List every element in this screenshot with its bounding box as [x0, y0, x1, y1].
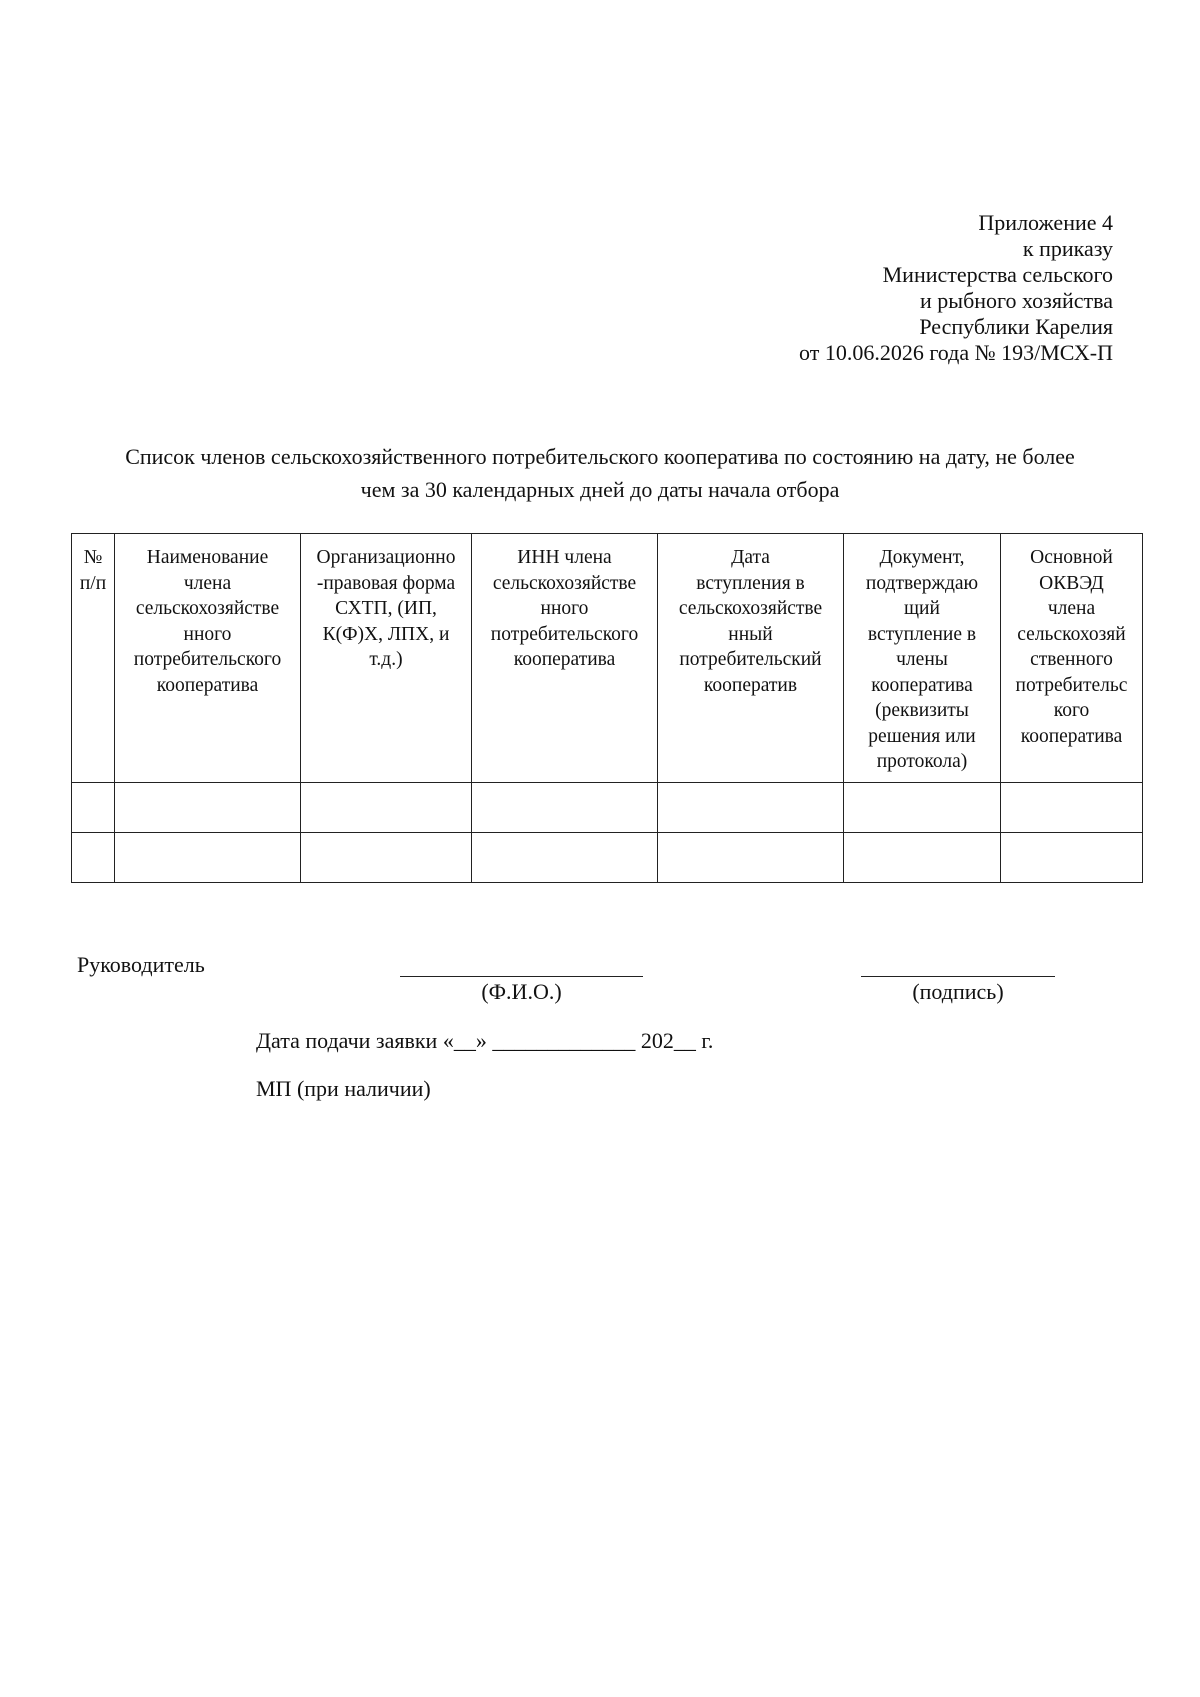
appendix-line: Министерства сельского [882, 262, 1113, 287]
table-cell[interactable] [844, 833, 1001, 883]
members-table [71, 533, 1143, 883]
appendix-line: Приложение 4 [978, 210, 1113, 235]
table-cell[interactable] [72, 783, 115, 833]
table-cell[interactable] [472, 783, 658, 833]
fio-caption: (Ф.И.О.) [481, 979, 562, 1004]
table-cell[interactable] [1001, 833, 1143, 883]
appendix-line: к приказу [1022, 236, 1113, 261]
table-cell[interactable] [1001, 783, 1143, 833]
appendix-line: Республики Карелия [919, 314, 1113, 339]
column-header-document: Документ, подтверждаю щий вступление в члены кооператива (реквизиты решения или протокола) [844, 534, 1001, 783]
document-title [70, 440, 1130, 506]
table-cell[interactable] [115, 833, 301, 883]
table-cell[interactable] [72, 833, 115, 883]
fio-field[interactable] [400, 976, 643, 977]
signature-field[interactable] [861, 976, 1055, 977]
signature-caption: (подпись) [912, 979, 1004, 1004]
title-line: чем за 30 календарных дней до даты начала отбора [360, 477, 840, 502]
column-header-legal-form: Организационно -правовая форма СХТП, (ИП, К(Ф)Х, ЛПХ, и т.д.) [301, 534, 472, 783]
table-cell[interactable] [472, 833, 658, 883]
appendix-line: от 10.06.2026 года № 193/МСХ-П [799, 340, 1113, 365]
table-row [72, 833, 1143, 883]
column-header-inn: ИНН члена сельскохозяйстве нного потребительского кооператива [472, 534, 658, 783]
appendix-header [700, 210, 1113, 366]
table-cell[interactable] [844, 783, 1001, 833]
head-label: Руководитель [77, 952, 205, 977]
table-cell[interactable] [658, 783, 844, 833]
table-cell[interactable] [115, 783, 301, 833]
appendix-line: и рыбного хозяйства [920, 288, 1113, 313]
table-row [72, 783, 1143, 833]
column-header-member-name: Наименование члена сельскохозяйстве нного потребительского кооператива [115, 534, 301, 783]
table-header-row [72, 534, 1143, 783]
title-line: Список членов сельскохозяйственного потребительского кооператива по состоянию на дату, не более [125, 444, 1075, 469]
table-cell[interactable] [658, 833, 844, 883]
seal-note: МП (при наличии) [256, 1076, 431, 1101]
column-header-number: № п/п [72, 534, 115, 783]
table-cell[interactable] [301, 833, 472, 883]
column-header-okved: Основной ОКВЭД члена сельскохозяй ственного потребительс кого кооператива [1001, 534, 1143, 783]
column-header-join-date: Дата вступления в сельскохозяйстве нный потребительский кооператив [658, 534, 844, 783]
table-cell[interactable] [301, 783, 472, 833]
application-date[interactable]: Дата подачи заявки «__» _____________ 202__ г. [256, 1028, 714, 1053]
